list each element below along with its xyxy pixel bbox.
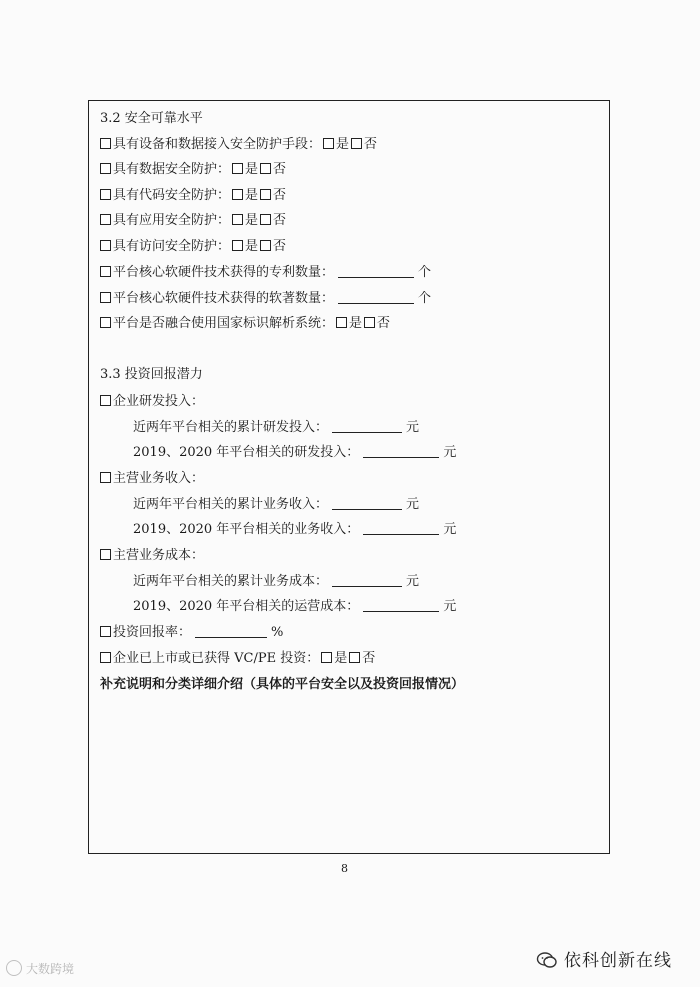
no-checkbox[interactable] xyxy=(364,317,375,328)
revenue-2019-2020: 2019、2020 年平台相关的业务收入： 元 xyxy=(133,522,457,537)
copyrights-input[interactable] xyxy=(338,291,414,304)
main-cost: 主营业务成本： xyxy=(100,548,204,564)
rd-2019-2020: 2019、2020 年平台相关的研发投入： 元 xyxy=(133,445,457,460)
cost-cumulative: 近两年平台相关的累计业务成本： 元 xyxy=(133,574,420,589)
supplement-heading: 补充说明和分类详细介绍（具体的平台安全以及投资回报情况） xyxy=(100,677,465,692)
cost-2019-2020: 2019、2020 年平台相关的运营成本： 元 xyxy=(133,599,457,614)
main-revenue: 主营业务收入： xyxy=(100,471,204,487)
watermark-right: 依科创新在线 xyxy=(536,946,672,971)
item-identifier-system: 平台是否融合使用国家标识解析系统： 是 否 xyxy=(100,316,390,332)
item-checkbox[interactable] xyxy=(100,214,111,225)
revenue-2019-2020-input[interactable] xyxy=(363,522,439,535)
no-checkbox[interactable] xyxy=(260,189,271,200)
item-checkbox[interactable] xyxy=(100,189,111,200)
rd-investment: 企业研发投入： xyxy=(100,394,204,410)
item-checkbox[interactable] xyxy=(100,163,111,174)
roi-input[interactable] xyxy=(195,625,267,638)
rd-cumulative: 近两年平台相关的累计研发投入： 元 xyxy=(133,420,420,435)
item-checkbox[interactable] xyxy=(100,240,111,251)
weibo-icon xyxy=(6,960,22,976)
item-checkbox[interactable] xyxy=(100,317,111,328)
item-app-security: 具有应用安全防护： 是 否 xyxy=(100,213,286,229)
item-data-security: 具有数据安全防护： 是 否 xyxy=(100,162,286,178)
item-checkbox[interactable] xyxy=(100,266,111,277)
rd-cumulative-input[interactable] xyxy=(332,420,402,433)
no-checkbox[interactable] xyxy=(351,138,362,149)
item-checkbox[interactable] xyxy=(100,472,111,483)
listed-or-vc: 企业已上市或已获得 VC/PE 投资： 是 否 xyxy=(100,651,375,667)
no-checkbox[interactable] xyxy=(260,214,271,225)
item-access-security: 具有访问安全防护： 是 否 xyxy=(100,239,286,255)
revenue-cumulative-input[interactable] xyxy=(332,497,402,510)
item-checkbox[interactable] xyxy=(100,138,111,149)
section-3-3-title: 3.3 投资回报潜力 xyxy=(100,367,203,382)
cost-cumulative-input[interactable] xyxy=(332,574,402,587)
roi: 投资回报率： % xyxy=(100,625,283,641)
yes-checkbox[interactable] xyxy=(336,317,347,328)
yes-checkbox[interactable] xyxy=(232,240,243,251)
item-checkbox[interactable] xyxy=(100,292,111,303)
item-checkbox[interactable] xyxy=(100,626,111,637)
yes-checkbox[interactable] xyxy=(232,214,243,225)
cost-2019-2020-input[interactable] xyxy=(363,599,439,612)
watermark-left: 大数跨境 xyxy=(6,960,74,977)
yes-checkbox[interactable] xyxy=(323,138,334,149)
page-number: 8 xyxy=(341,862,348,875)
no-checkbox[interactable] xyxy=(349,652,360,663)
yes-checkbox[interactable] xyxy=(232,163,243,174)
item-copyrights: 平台核心软硬件技术获得的软著数量： 个 xyxy=(100,291,431,307)
item-checkbox[interactable] xyxy=(100,652,111,663)
wechat-icon xyxy=(536,949,558,971)
item-code-security: 具有代码安全防护： 是 否 xyxy=(100,188,286,204)
no-checkbox[interactable] xyxy=(260,163,271,174)
yes-checkbox[interactable] xyxy=(321,652,332,663)
no-checkbox[interactable] xyxy=(260,240,271,251)
rd-2019-2020-input[interactable] xyxy=(363,445,439,458)
yes-checkbox[interactable] xyxy=(232,189,243,200)
section-3-2-title: 3.2 安全可靠水平 xyxy=(100,111,203,126)
revenue-cumulative: 近两年平台相关的累计业务收入： 元 xyxy=(133,497,420,512)
item-checkbox[interactable] xyxy=(100,549,111,560)
patents-input[interactable] xyxy=(338,265,414,278)
item-device-data-access: 具有设备和数据接入安全防护手段： 是 否 xyxy=(100,137,377,153)
item-checkbox[interactable] xyxy=(100,395,111,406)
item-patents: 平台核心软硬件技术获得的专利数量： 个 xyxy=(100,265,431,281)
